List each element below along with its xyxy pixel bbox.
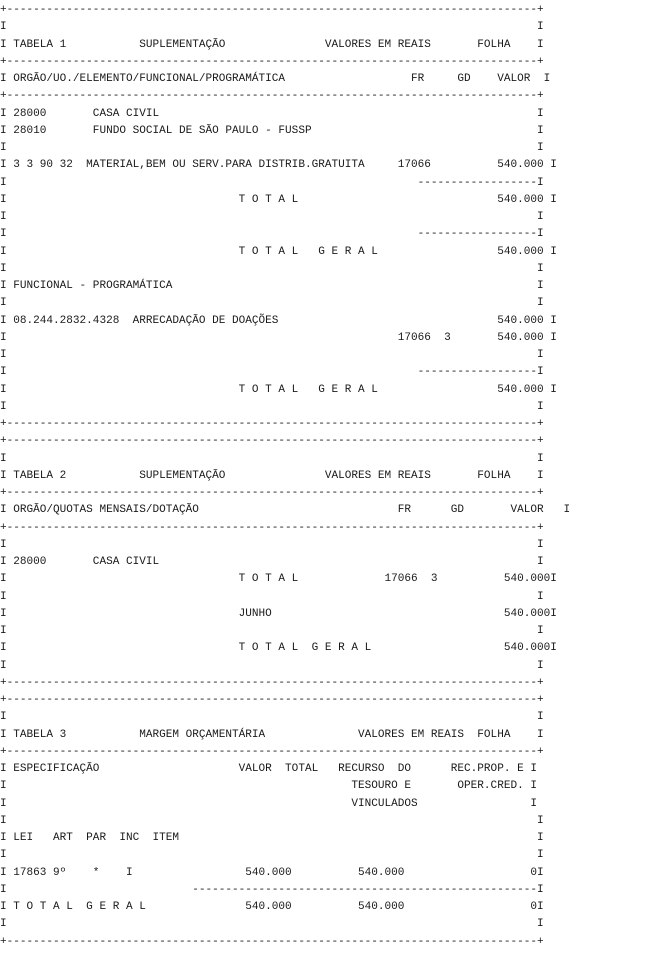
report-line: I I — [0, 349, 544, 361]
report-line: +--------------------------------------------------------------------------------+ — [0, 694, 544, 706]
report-line: I I — [0, 297, 544, 310]
report-line: I 28010 FUNDO SOCIAL DE SÃO PAULO - FUSSP I — [0, 124, 544, 137]
report-line: I TABELA 1 SUPLEMENTAÇÃO VALORES EM REAIS FOLHA I — [0, 38, 544, 51]
report-line: +--------------------------------------------------------------------------------+ — [0, 676, 544, 689]
report-line: I ----------------------------------------------------I — [0, 883, 544, 896]
report-line: I I — [0, 142, 544, 154]
report-line: I 17863 9º * I 540.000 540.000 0I — [0, 866, 544, 879]
report-line: +--------------------------------------------------------------------------------+ — [0, 935, 544, 948]
report-line: I 28000 CASA CIVIL I — [0, 107, 544, 120]
report-line: I T O T A L 540.000 I — [0, 193, 557, 206]
report-line: I ------------------I — [0, 228, 544, 241]
report-line: +--------------------------------------------------------------------------------+ — [0, 90, 544, 103]
report-line: I 28000 CASA CIVIL I — [0, 556, 544, 568]
report-line: +--------------------------------------------------------------------------------+ — [0, 55, 544, 68]
report-line: I JUNHO 540.000I — [0, 607, 557, 620]
report-line: I ORGÃO/UO./ELEMENTO/FUNCIONAL/PROGRAMÁTICA FR GD VALOR I — [0, 73, 551, 85]
report-line: I TABELA 2 SUPLEMENTAÇÃO VALORES EM REAIS FOLHA I — [0, 469, 544, 482]
report-line: I T O T A L G E R A L 540.000 540.000 0I — [0, 901, 544, 913]
report-line: I I — [0, 538, 544, 551]
report-line: I I — [0, 918, 544, 931]
report-line: I 17066 3 540.000 I — [0, 331, 557, 344]
report-line: I I — [0, 590, 544, 603]
report-line: +--------------------------------------------------------------------------------+ — [0, 745, 544, 758]
report-line: +--------------------------------------------------------------------------------+ — [0, 4, 544, 16]
report-line: I T O T A L G E R A L 540.000 I — [0, 245, 557, 258]
report-line: I ORGÃO/QUOTAS MENSAIS/DOTAÇÃO FR GD VALOR I — [0, 504, 571, 517]
report-line: I I — [0, 400, 544, 413]
report-line: I ESPECIFICAÇÃO VALOR TOTAL RECURSO DO REC.PROP. E I — [0, 763, 537, 775]
report-line: I TABELA 3 MARGEM ORÇAMENTÁRIA VALORES EM REAIS FOLHA I — [0, 728, 544, 741]
report-line: +--------------------------------------------------------------------------------+ — [0, 418, 544, 430]
report-line: I I — [0, 262, 544, 275]
report-line: I I — [0, 452, 544, 465]
report-line: I I — [0, 211, 544, 223]
report-line: I VINCULADOS I — [0, 797, 537, 810]
report-line: I T O T A L G E R A L 540.000I — [0, 642, 557, 655]
report-line: I ------------------I — [0, 176, 544, 189]
report-line: I 3 3 90 32 MATERIAL,BEM OU SERV.PARA DISTRIB.GRATUITA 17066 540.000 I — [0, 159, 557, 172]
report-line: I I — [0, 21, 544, 34]
report-line: +--------------------------------------------------------------------------------+ — [0, 435, 544, 448]
report-line: I ------------------I — [0, 366, 544, 379]
report-line: +--------------------------------------------------------------------------------+ — [0, 521, 544, 534]
report-line: I T O T A L 17066 3 540.000I — [0, 573, 557, 586]
report-line: I I — [0, 659, 544, 672]
report-line: I I — [0, 849, 544, 862]
report-line: I I — [0, 814, 544, 827]
report-line: I 08.244.2832.4328 ARRECADAÇÃO DE DOAÇÕES 540.000 I — [0, 314, 557, 327]
report-line: I FUNCIONAL - PROGRAMÁTICA I — [0, 280, 544, 292]
report-line: I TESOURO E OPER.CRED. I — [0, 780, 537, 793]
report-line: +--------------------------------------------------------------------------------+ — [0, 487, 544, 499]
report-line: I I — [0, 711, 544, 724]
report-line: I T O T A L G E R A L 540.000 I — [0, 383, 557, 396]
report-line: I I — [0, 625, 544, 637]
report-line: I LEI ART PAR INC ITEM I — [0, 832, 544, 844]
